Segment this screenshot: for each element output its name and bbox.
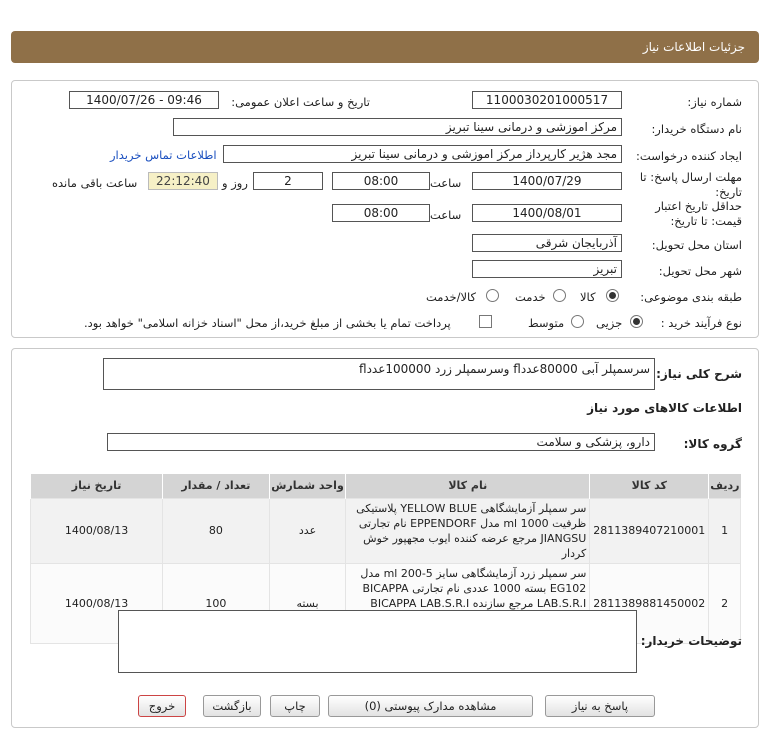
days-remaining-field: 2	[253, 172, 323, 190]
need-number-field: 1100030201000517	[472, 91, 622, 109]
view-documents-button[interactable]: مشاهده مدارک پیوستی (0)	[328, 695, 533, 717]
cell-code: 2811389407210001	[590, 498, 709, 563]
category-label: طبقه بندی موضوعی:	[640, 290, 742, 304]
exit-button[interactable]: خروج	[138, 695, 186, 717]
category-radio-goods[interactable]	[606, 289, 619, 302]
col-qty: تعداد / مقدار	[163, 474, 270, 498]
purchase-option-medium: متوسط	[528, 316, 565, 330]
category-option-goods: کالا	[580, 290, 596, 304]
summary-field: سرسمپلر آبی 80000عددfl وسرسمپلر زرد 100000عددfl	[103, 358, 655, 390]
col-date: تاریخ نیاز	[31, 474, 163, 498]
col-row: ردیف	[709, 474, 741, 498]
goods-section-title: اطلاعات کالاهای مورد نیاز	[587, 401, 742, 415]
back-button[interactable]: بازگشت	[203, 695, 261, 717]
purchase-radio-minor[interactable]	[630, 315, 643, 328]
validity-label-line1: حداقل تاریخ اعتبار	[655, 199, 742, 213]
announce-datetime-label: تاریخ و ساعت اعلان عمومی:	[231, 95, 370, 109]
cell-row: 2	[709, 563, 741, 643]
requester-field: مجد هژیر کارپرداز مرکز اموزشی و درمانی سینا تبریز	[223, 145, 622, 163]
cell-code: 2811389881450002	[590, 563, 709, 643]
deadline-label	[640, 170, 742, 200]
validity-date-field: 1400/08/01	[472, 204, 622, 222]
city-label: شهر محل تحویل:	[658, 264, 742, 278]
cell-name: سر سمپلر آزمایشگاهی YELLOW BLUE پلاستیکی ظرفیت 1000 ml مدل EPPENDORF نام تجارتی JIANGSU مرجع عرضه کننده ایوب مجهپور خوش کردار	[346, 498, 590, 563]
cell-unit: عدد	[269, 498, 346, 563]
cell-name: سر سمپلر زرد آزمایشگاهی سایز ml 200-5 مدل EG102 بسته 1000 عددی نام تجارتی BICAPPA LAB.S.R.I مرجع سازنده BICAPPA LAB.S.R.I	[346, 563, 590, 643]
province-label: استان محل تحویل:	[651, 238, 742, 252]
buyer-notes-field[interactable]	[118, 610, 637, 673]
category-radio-goods-service[interactable]	[486, 289, 499, 302]
cell-date: 1400/08/13	[31, 563, 163, 643]
need-number-label: شماره نیاز:	[687, 95, 742, 109]
cell-row: 1	[709, 498, 741, 563]
cell-date: 1400/08/13	[31, 498, 163, 563]
purchase-option-minor: جزیی	[596, 316, 623, 330]
validity-label-line2: قیمت: تا تاریخ:	[670, 214, 742, 228]
cell-qty: 80	[163, 498, 270, 563]
buyer-org-field: مرکز اموزشی و درمانی سینا تبریز	[173, 118, 622, 136]
col-unit: واحد شمارش	[269, 474, 346, 498]
remaining-time-field: 22:12:40	[148, 172, 218, 190]
announce-datetime-field: 1400/07/26 - 09:46	[69, 91, 219, 109]
purchase-type-label: نوع فرآیند خرید :	[660, 316, 742, 330]
deadline-date-field: 1400/07/29	[472, 172, 622, 190]
category-option-goods-service: کالا/خدمت	[426, 290, 477, 304]
buyer-notes-label: توضیحات خریدار:	[640, 634, 742, 648]
reply-button[interactable]: پاسخ به نیاز	[545, 695, 655, 717]
category-radio-service[interactable]	[553, 289, 566, 302]
purchase-radio-medium[interactable]	[571, 315, 584, 328]
cell-unit: بسته	[269, 563, 346, 643]
goods-group-label: گروه کالا:	[683, 437, 742, 451]
goods-group-field: دارو، پزشکی و سلامت	[107, 433, 655, 451]
category-option-service: خدمت	[515, 290, 546, 304]
province-field: آذربایجان شرقی	[472, 234, 622, 252]
days-label: روز و	[222, 176, 248, 190]
buyer-org-label: نام دستگاه خریدار:	[651, 122, 742, 136]
treasury-payment-checkbox[interactable]	[479, 315, 492, 328]
print-button[interactable]: چاپ	[270, 695, 320, 717]
validity-label	[655, 199, 742, 229]
col-name: نام کالا	[346, 474, 590, 498]
deadline-label-line2: تاریخ:	[715, 185, 742, 199]
city-field: تبریز	[472, 260, 622, 278]
validity-time-field: 08:00	[332, 204, 430, 222]
page-title-bar	[11, 31, 759, 63]
treasury-payment-note: پرداخت تمام یا بخشی از مبلغ خرید،از محل "اسناد خزانه اسلامی" خواهد بود.	[84, 316, 451, 330]
deadline-label-line1: مهلت ارسال پاسخ: تا	[639, 170, 742, 184]
table-row[interactable]	[31, 498, 741, 563]
buyer-contact-link[interactable]: اطلاعات تماس خریدار	[110, 148, 217, 162]
summary-label: شرح کلی نیاز:	[656, 367, 742, 381]
cell-qty: 100	[163, 563, 270, 643]
page-title: جزئیات اطلاعات نیاز	[642, 40, 745, 54]
validity-time-label: ساعت	[430, 208, 462, 222]
items-table-header	[31, 474, 741, 498]
deadline-time-field: 08:00	[332, 172, 430, 190]
deadline-time-label: ساعت	[430, 176, 462, 190]
remaining-time-label: ساعت باقی مانده	[52, 176, 138, 190]
col-code: کد کالا	[590, 474, 709, 498]
requester-label: ایجاد کننده درخواست:	[636, 149, 742, 163]
